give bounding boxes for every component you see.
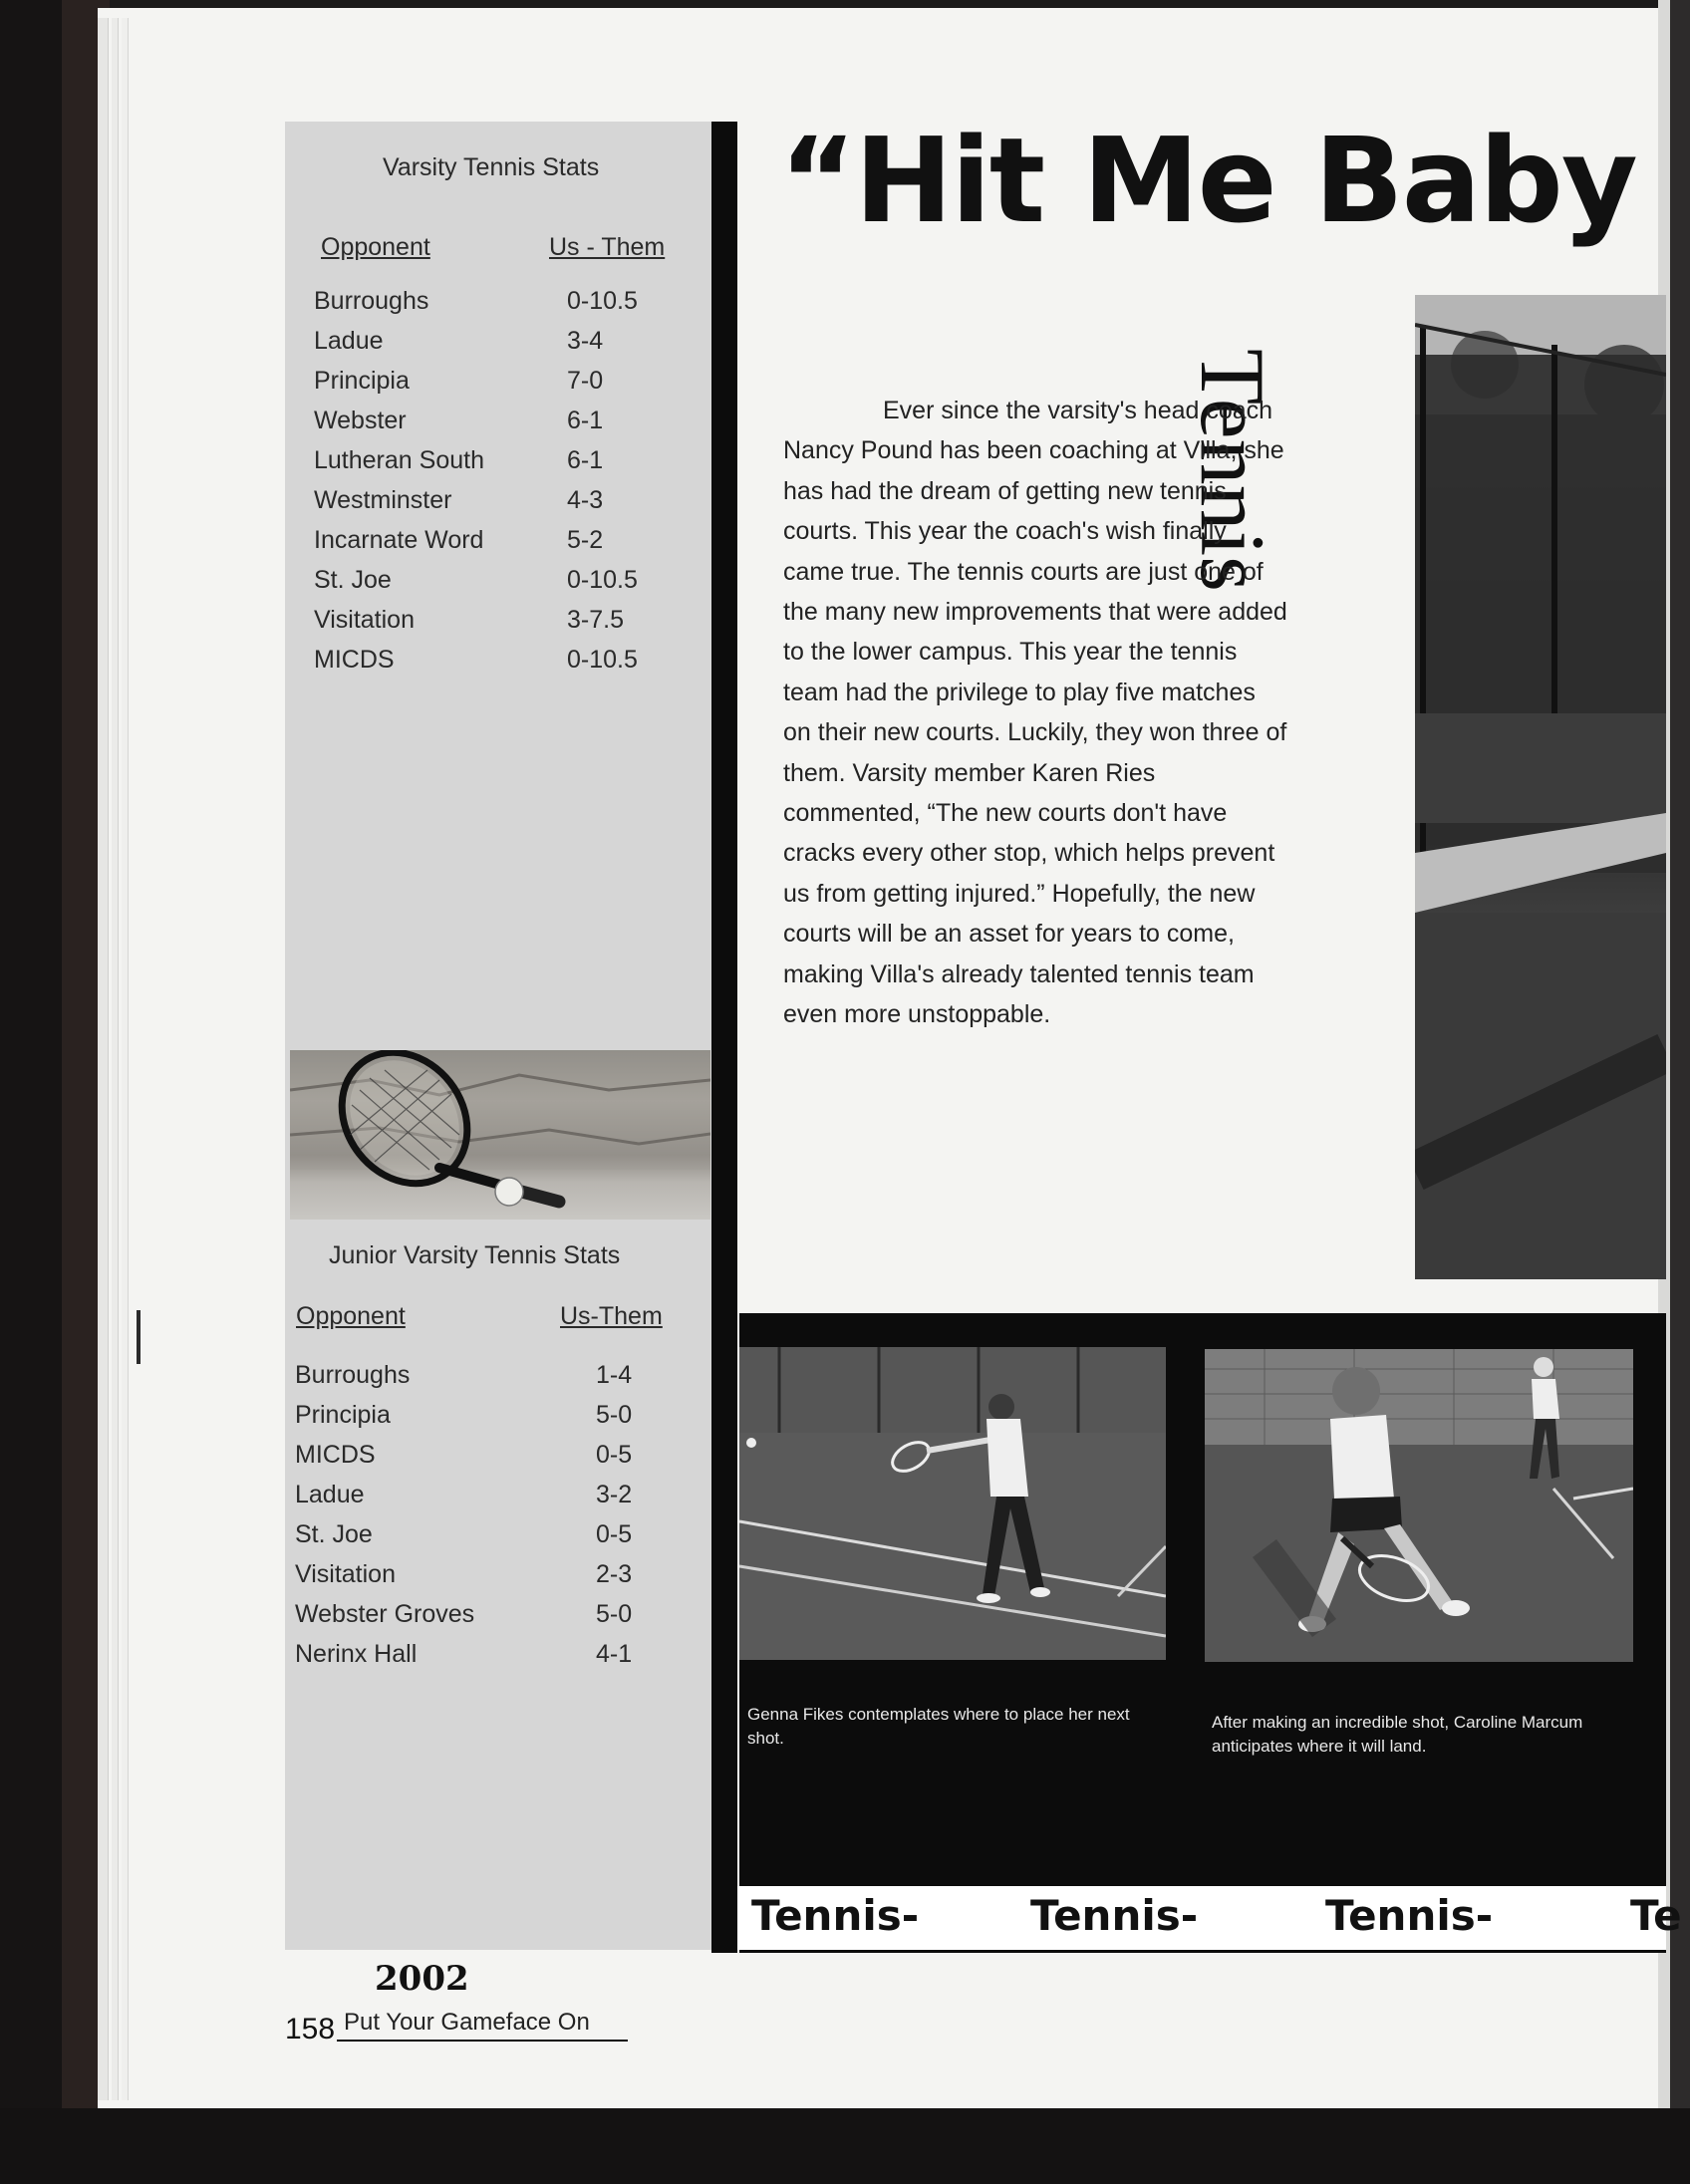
jv-col-opponent: Opponent — [296, 1302, 406, 1330]
table-row — [314, 520, 693, 560]
table-row — [314, 560, 693, 600]
player-photo-2 — [1205, 1349, 1633, 1662]
table-row — [314, 321, 693, 361]
tennis-court-photo — [1415, 295, 1666, 1279]
opponent-cell: Visitation — [314, 606, 415, 634]
page-headline: “Hit Me Baby — [779, 112, 1636, 249]
table-row — [295, 1514, 674, 1554]
score-cell: 2-3 — [596, 1560, 633, 1588]
vertical-divider-bar — [711, 122, 737, 1953]
table-row — [295, 1475, 674, 1514]
racket-photo — [290, 1050, 710, 1220]
score-cell: 0-5 — [596, 1441, 633, 1469]
opponent-cell: Visitation — [295, 1560, 396, 1588]
opponent-cell: St. Joe — [295, 1520, 373, 1548]
score-cell: 0-10.5 — [567, 287, 638, 315]
page-background-left — [0, 0, 62, 2184]
opponent-cell: MICDS — [314, 646, 395, 674]
racket-illustration — [290, 1050, 710, 1220]
score-cell: 0-5 — [596, 1520, 633, 1548]
footer-tagline: Put Your Gameface On — [344, 2009, 590, 2036]
table-row — [314, 281, 693, 321]
court-photo-illustration — [1415, 295, 1666, 1279]
table-row — [295, 1355, 674, 1395]
vertical-title: Tennis — [1182, 349, 1283, 592]
score-cell: 0-10.5 — [567, 566, 638, 594]
score-cell: 1-4 — [596, 1361, 633, 1389]
table-row — [314, 480, 693, 520]
opponent-cell: Nerinx Hall — [295, 1640, 418, 1668]
score-cell: 4-1 — [596, 1640, 633, 1668]
table-row — [295, 1554, 674, 1594]
score-cell: 4-3 — [567, 486, 604, 514]
photo-1-caption: Genna Fikes contemplates where to place her next shot. — [747, 1705, 1130, 1748]
player-1-illustration — [739, 1347, 1166, 1660]
opponent-cell: MICDS — [295, 1441, 376, 1469]
opponent-cell: Incarnate Word — [314, 526, 484, 554]
table-row — [314, 401, 693, 440]
opponent-cell: Burroughs — [295, 1361, 411, 1389]
bottom-background — [0, 2108, 1690, 2184]
table-row — [314, 361, 693, 401]
score-cell: 5-0 — [596, 1401, 633, 1429]
score-cell: 5-2 — [567, 526, 604, 554]
varsity-col-opponent: Opponent — [321, 233, 430, 261]
page-edge — [112, 18, 119, 2100]
opponent-cell: Webster — [314, 407, 407, 434]
score-cell: 3-4 — [567, 327, 604, 355]
photo-2-caption: After making an incredible shot, Caroline Marcum anticipates where it will land. — [1212, 1713, 1583, 1756]
page-number: 158 — [285, 2013, 336, 2046]
jv-col-score: Us-Them — [560, 1302, 663, 1330]
opponent-cell: Ladue — [295, 1481, 365, 1508]
strip-word: Tennis- — [1325, 1891, 1494, 1940]
varsity-col-score: Us - Them — [549, 233, 666, 261]
jv-stats-title: Junior Varsity Tennis Stats — [329, 1241, 621, 1269]
jv-stats-table — [295, 1355, 674, 1674]
article-body — [783, 391, 1289, 1035]
score-cell: 5-0 — [596, 1600, 633, 1628]
opponent-cell: St. Joe — [314, 566, 392, 594]
right-gutter — [1670, 0, 1690, 2112]
table-row — [295, 1634, 674, 1674]
strip-word: Tennis- — [1030, 1891, 1199, 1940]
opponent-cell: Westminster — [314, 486, 452, 514]
page-edge — [122, 18, 129, 2100]
table-row — [314, 640, 693, 680]
score-cell: 3-7.5 — [567, 606, 624, 634]
opponent-cell: Burroughs — [314, 287, 429, 315]
score-cell: 3-2 — [596, 1481, 633, 1508]
table-row — [295, 1435, 674, 1475]
footer-underline — [337, 2040, 628, 2042]
page-edge — [98, 18, 109, 2100]
player-2-illustration — [1205, 1349, 1633, 1662]
opponent-cell: Lutheran South — [314, 446, 484, 474]
spine-mark — [137, 1310, 141, 1364]
table-row — [295, 1395, 674, 1435]
varsity-stats-title: Varsity Tennis Stats — [383, 153, 600, 181]
opponent-cell: Principia — [314, 367, 410, 395]
varsity-stats-table — [314, 281, 693, 680]
score-cell: 6-1 — [567, 446, 604, 474]
handwritten-year: 2002 — [375, 1959, 469, 1999]
score-cell: 0-10.5 — [567, 646, 638, 674]
article-paragraph: Ever since the varsity's head coach Nancy Pound has been coaching at Villa, she has had the dream of getting new tennis courts. This year the coach's wish finally came true. The tennis courts are just one of the many new improvements that were added to the lower campus. This year the tennis team had the privilege to play five matches on their new courts. Luckily, they won three of them. Varsity member Karen Ries commented, “The new courts don't have cracks every other stop, which helps prevent us from getting injured.” Hopefully, the new courts will be an asset for years to come, making Villa's already talented tennis team even more unstoppable. — [783, 397, 1287, 1029]
score-cell: 6-1 — [567, 407, 604, 434]
score-cell: 7-0 — [567, 367, 604, 395]
opponent-cell: Principia — [295, 1401, 391, 1429]
opponent-cell: Webster Groves — [295, 1600, 475, 1628]
table-row — [314, 440, 693, 480]
opponent-cell: Ladue — [314, 327, 384, 355]
table-row — [314, 600, 693, 640]
table-row — [295, 1594, 674, 1634]
player-photo-1 — [739, 1347, 1166, 1660]
strip-word: Te — [1630, 1891, 1682, 1940]
strip-word: Tennis- — [751, 1891, 920, 1940]
